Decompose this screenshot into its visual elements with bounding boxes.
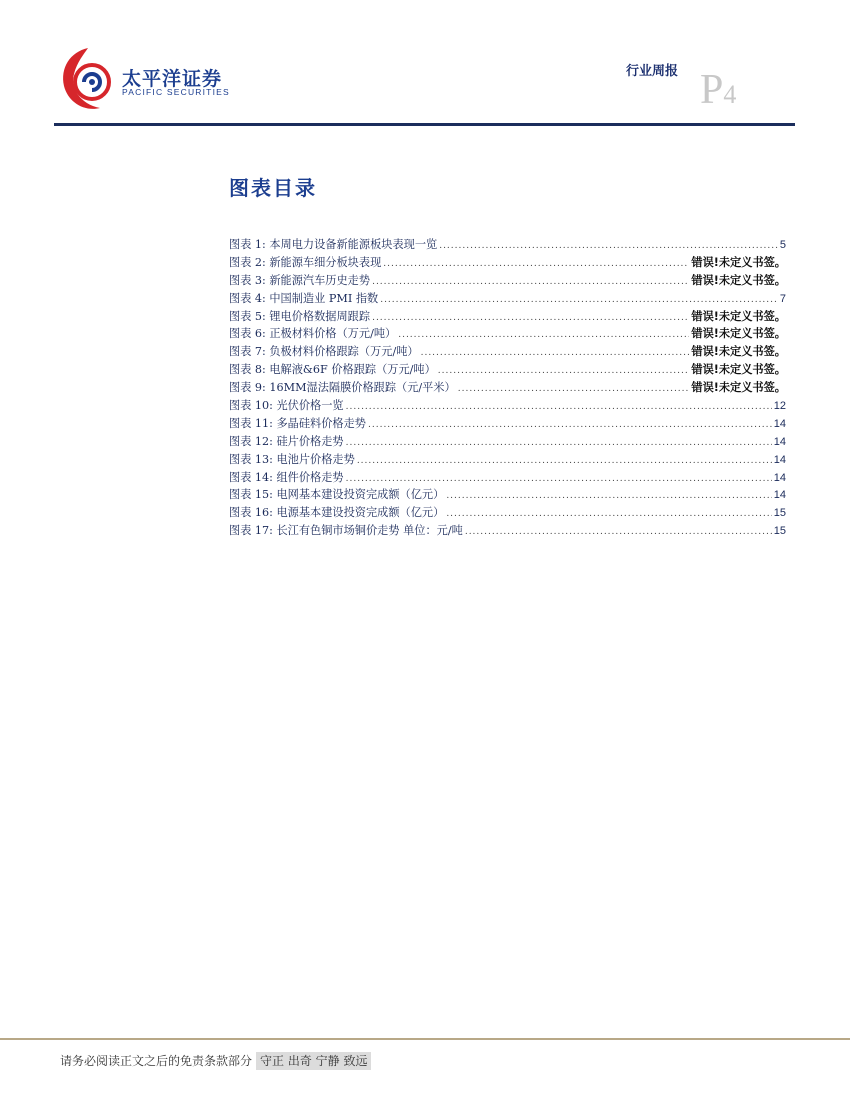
toc-item-label: 图表 17: 长江有色铜市场铜价走势 单位：元/吨 bbox=[229, 524, 463, 538]
toc-item[interactable] bbox=[229, 433, 786, 451]
toc-item[interactable] bbox=[229, 522, 786, 540]
toc-item-page: 错误!未定义书签。 bbox=[691, 381, 786, 395]
toc-item[interactable] bbox=[229, 254, 786, 272]
toc-item[interactable] bbox=[229, 415, 786, 433]
toc-item-label: 图表 4: 中国制造业 PMI 指数 bbox=[229, 291, 379, 305]
toc-leader bbox=[465, 527, 772, 537]
toc-leader bbox=[380, 295, 778, 305]
toc-item-label: 图表 7: 负极材料价格跟踪（万元/吨） bbox=[229, 345, 419, 359]
toc-item[interactable] bbox=[229, 451, 786, 469]
toc-title: 图表目录 bbox=[229, 176, 317, 200]
toc-item[interactable] bbox=[229, 504, 786, 522]
pacific-securities-logo-icon bbox=[58, 44, 118, 114]
toc-item-page: 5 bbox=[779, 239, 786, 251]
toc-item-page: 7 bbox=[779, 292, 786, 305]
toc-leader bbox=[346, 402, 772, 412]
toc-item[interactable] bbox=[229, 325, 786, 343]
toc-leader bbox=[372, 277, 689, 287]
toc-leader bbox=[398, 330, 689, 340]
company-name-cn: 太平洋证券 bbox=[122, 68, 223, 90]
toc-leader bbox=[368, 420, 772, 430]
footer-motto: 守正 出奇 宁静 致远 bbox=[256, 1052, 371, 1070]
toc-leader bbox=[439, 241, 778, 251]
toc-item-label: 图表 3: 新能源汽车历史走势 bbox=[229, 273, 371, 287]
header-rule bbox=[54, 123, 795, 126]
page-letter: P bbox=[700, 67, 724, 113]
toc-leader bbox=[383, 259, 689, 269]
page-number bbox=[700, 66, 736, 114]
toc-item-label: 图表 2: 新能源车细分板块表现 bbox=[229, 255, 382, 269]
toc-item-page: 14 bbox=[773, 417, 786, 430]
toc-item-label: 图表 15: 电网基本建设投资完成额（亿元） bbox=[229, 488, 445, 502]
toc-item-label: 图表 10: 光伏价格一览 bbox=[229, 399, 344, 413]
toc-item-label: 图表 1: 本周电力设备新能源板块表现一览 bbox=[229, 238, 438, 251]
toc-item-page: 15 bbox=[773, 507, 786, 520]
toc-item-label: 图表 6: 正极材料价格（万元/吨） bbox=[229, 327, 397, 341]
toc-leader bbox=[346, 438, 772, 448]
toc-item[interactable] bbox=[229, 379, 786, 397]
toc-item-label: 图表 13: 电池片价格走势 bbox=[229, 452, 355, 466]
toc-item[interactable] bbox=[229, 272, 786, 290]
toc-leader bbox=[438, 366, 690, 376]
page-footer bbox=[60, 1052, 371, 1069]
toc-leader bbox=[372, 313, 689, 323]
toc-item-label: 图表 8: 电解液&6F 价格跟踪（万元/吨） bbox=[229, 363, 436, 377]
footer-disclaimer: 请务必阅读正文之后的免责条款部分 bbox=[60, 1054, 253, 1068]
toc-item-label: 图表 9: 16MM湿法隔膜价格跟踪（元/平米） bbox=[229, 381, 456, 395]
toc-item-label: 图表 11: 多晶硅料价格走势 bbox=[229, 416, 366, 430]
toc-item[interactable] bbox=[229, 343, 786, 361]
toc-item-page: 14 bbox=[773, 489, 786, 502]
toc-item-page: 14 bbox=[773, 453, 786, 466]
toc-item-page: 15 bbox=[773, 525, 786, 538]
toc-item[interactable] bbox=[229, 361, 786, 379]
toc-item[interactable] bbox=[229, 469, 786, 487]
toc-item-page: 12 bbox=[773, 400, 786, 413]
toc-leader bbox=[421, 348, 690, 358]
toc-item[interactable] bbox=[229, 486, 786, 504]
report-type: 行业周报 bbox=[626, 64, 679, 79]
toc-item[interactable] bbox=[229, 397, 786, 415]
toc-item-page: 错误!未定义书签。 bbox=[691, 255, 786, 269]
toc-item-page: 14 bbox=[773, 471, 786, 484]
toc-leader bbox=[446, 509, 771, 519]
toc-item[interactable] bbox=[229, 308, 786, 326]
toc-leader bbox=[357, 456, 772, 466]
footer-rule bbox=[0, 1038, 850, 1040]
toc-item-label: 图表 16: 电源基本建设投资完成额（亿元） bbox=[229, 506, 445, 520]
toc-item-page: 错误!未定义书签。 bbox=[691, 327, 786, 341]
chart-index-list bbox=[229, 236, 786, 540]
toc-item-page: 14 bbox=[773, 435, 786, 448]
toc-item-page: 错误!未定义书签。 bbox=[691, 345, 786, 359]
toc-item-page: 错误!未定义书签。 bbox=[691, 309, 786, 323]
company-name-en: PACIFIC SECURITIES bbox=[122, 87, 230, 97]
toc-item-label: 图表 12: 硅片价格走势 bbox=[229, 434, 344, 448]
toc-leader bbox=[458, 384, 690, 394]
page-number-value: 4 bbox=[723, 80, 737, 109]
page-header bbox=[0, 0, 850, 130]
toc-leader bbox=[446, 491, 771, 501]
toc-item[interactable] bbox=[229, 236, 786, 254]
toc-item[interactable] bbox=[229, 290, 786, 308]
toc-item-page: 错误!未定义书签。 bbox=[691, 363, 786, 377]
toc-item-label: 图表 5: 锂电价格数据周跟踪 bbox=[229, 309, 371, 323]
toc-item-label: 图表 14: 组件价格走势 bbox=[229, 470, 344, 484]
toc-item-page: 错误!未定义书签。 bbox=[691, 273, 786, 287]
toc-leader bbox=[346, 474, 772, 484]
